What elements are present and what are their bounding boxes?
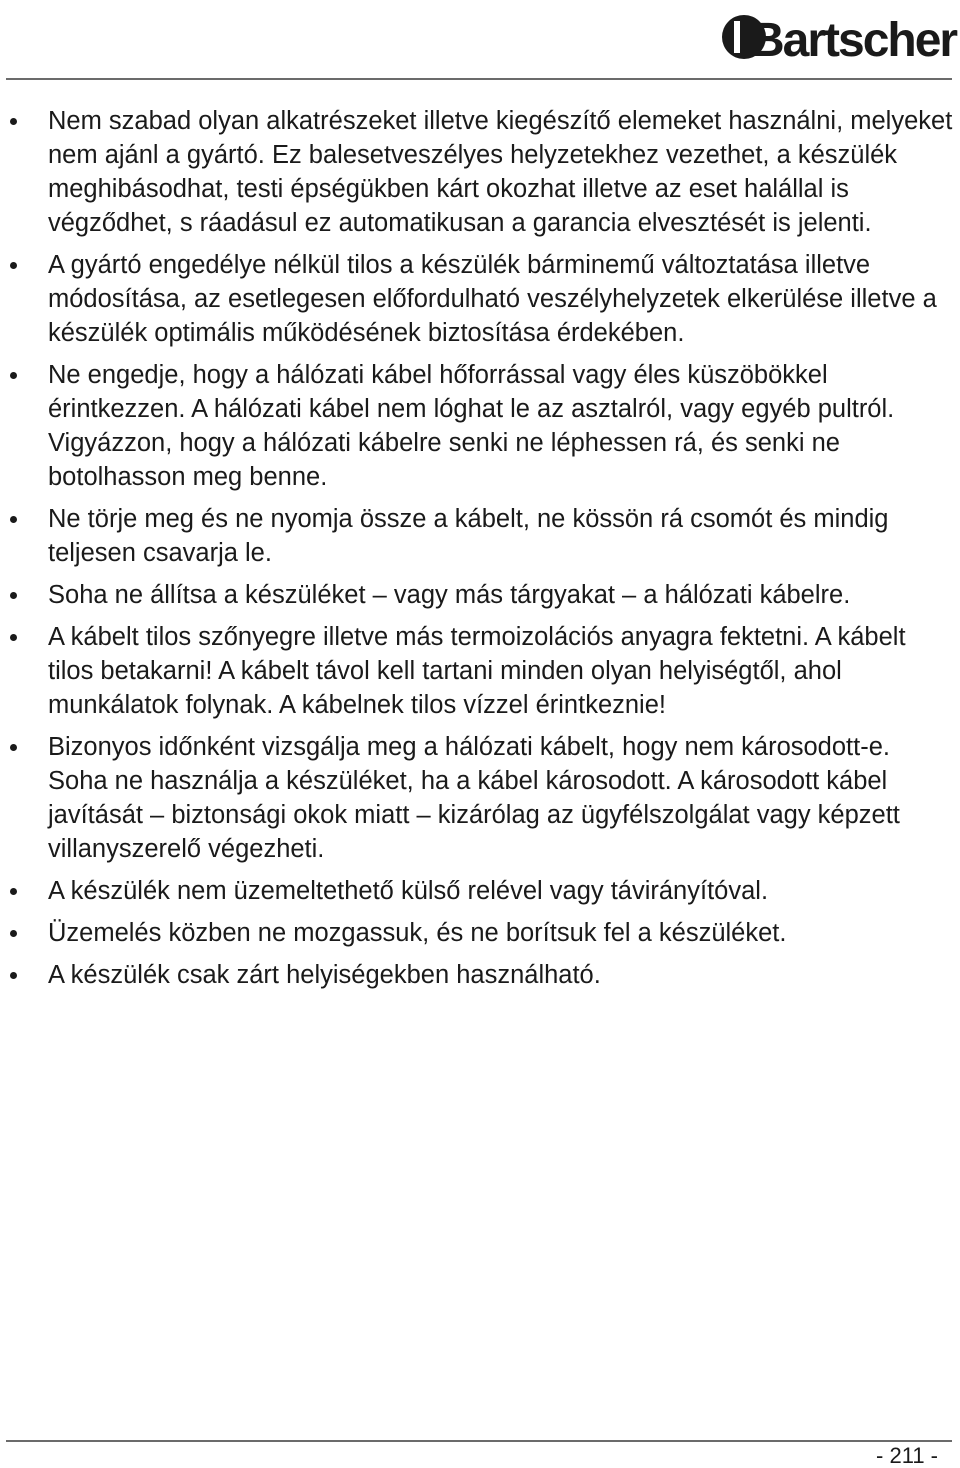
bullet-icon bbox=[10, 118, 17, 125]
bullet-text: A készülék csak zárt helyiségekben használható. bbox=[48, 961, 601, 989]
list-item bbox=[0, 358, 960, 494]
bullet-icon bbox=[10, 516, 17, 523]
bullet-text: Soha ne állítsa a készüléket – vagy más tárgyakat – a hálózati kábelre. bbox=[48, 581, 851, 609]
bullet-icon bbox=[10, 372, 17, 379]
list-item bbox=[0, 104, 960, 240]
bullet-text: Ne törje meg és ne nyomja össze a kábelt, ne kössön rá csomót és mindig teljesen csavarja le. bbox=[48, 505, 889, 567]
logo-wordmark: Bartscher bbox=[750, 14, 957, 67]
bartscher-logo bbox=[720, 4, 957, 70]
footer-divider bbox=[6, 1440, 952, 1442]
bullet-text: Nem szabad olyan alkatrészeket illetve kiegészítő elemeket használni, melyeket nem ajánl a gyártó. Ez balesetveszélyes helyzetekhez vezethet, a készülék meghibásodhat, testi épségükben kárt okozhat illetve az eset halállal is végződhet, s ráadásul ez automatikusan a garancia elvesztését is jelenti. bbox=[48, 107, 953, 237]
bullet-icon bbox=[10, 888, 17, 895]
bullet-icon bbox=[10, 744, 17, 751]
bullet-text: A kábelt tilos szőnyegre illetve más termoizolációs anyagra fektetni. A kábelt tilos betakarni! A kábelt távol kell tartani minden olyan helyiségtől, ahol munkálatok folynak. A kábelnek tilos vízzel érintkeznie! bbox=[48, 623, 906, 719]
list-item bbox=[0, 248, 960, 350]
safety-instructions bbox=[0, 104, 960, 1000]
bullet-icon bbox=[10, 262, 17, 269]
bullet-text: Üzemelés közben ne mozgassuk, és ne borítsuk fel a készüléket. bbox=[48, 919, 787, 947]
bullet-list bbox=[0, 104, 960, 992]
bullet-text: A készülék nem üzemeltethető külső relével vagy távirányítóval. bbox=[48, 877, 769, 905]
page-number: - 211 - bbox=[876, 1443, 938, 1468]
bartscher-logo-mark bbox=[720, 7, 957, 67]
bullet-text: A gyártó engedélye nélkül tilos a készülék bárminemű változtatása illetve módosítása, az esetlegesen előfordulható veszélyhelyzetek elkerülése illetve a készülék optimális működésének biztosítása érdekében. bbox=[48, 251, 937, 347]
bullet-icon bbox=[10, 634, 17, 641]
bullet-text: Ne engedje, hogy a hálózati kábel hőforrással vagy éles küszöbökkel érintkezzen. A hálózati kábel nem lóghat le az asztalról, vagy egyéb pultról. Vigyázzon, hogy a hálózati kábelre senki ne léphessen rá, és senki ne botolhasson meg benne. bbox=[48, 361, 895, 491]
bullet-icon bbox=[10, 972, 17, 979]
bullet-text: Bizonyos időnként vizsgálja meg a hálózati kábelt, hogy nem károsodott-e. Soha ne használja a készüléket, ha a kábel károsodott. A károsodott kábel javítását – biztonsági okok miatt – kizárólag az ügyfélszolgálat vagy képzett villanyszerelő végezheti. bbox=[48, 733, 900, 863]
list-item bbox=[0, 958, 960, 992]
bullet-icon bbox=[10, 930, 17, 937]
list-item bbox=[0, 916, 960, 950]
list-item bbox=[0, 730, 960, 866]
list-item bbox=[0, 578, 960, 612]
header-divider bbox=[6, 78, 952, 80]
bullet-icon bbox=[10, 592, 17, 599]
list-item bbox=[0, 502, 960, 570]
list-item bbox=[0, 874, 960, 908]
list-item bbox=[0, 620, 960, 722]
